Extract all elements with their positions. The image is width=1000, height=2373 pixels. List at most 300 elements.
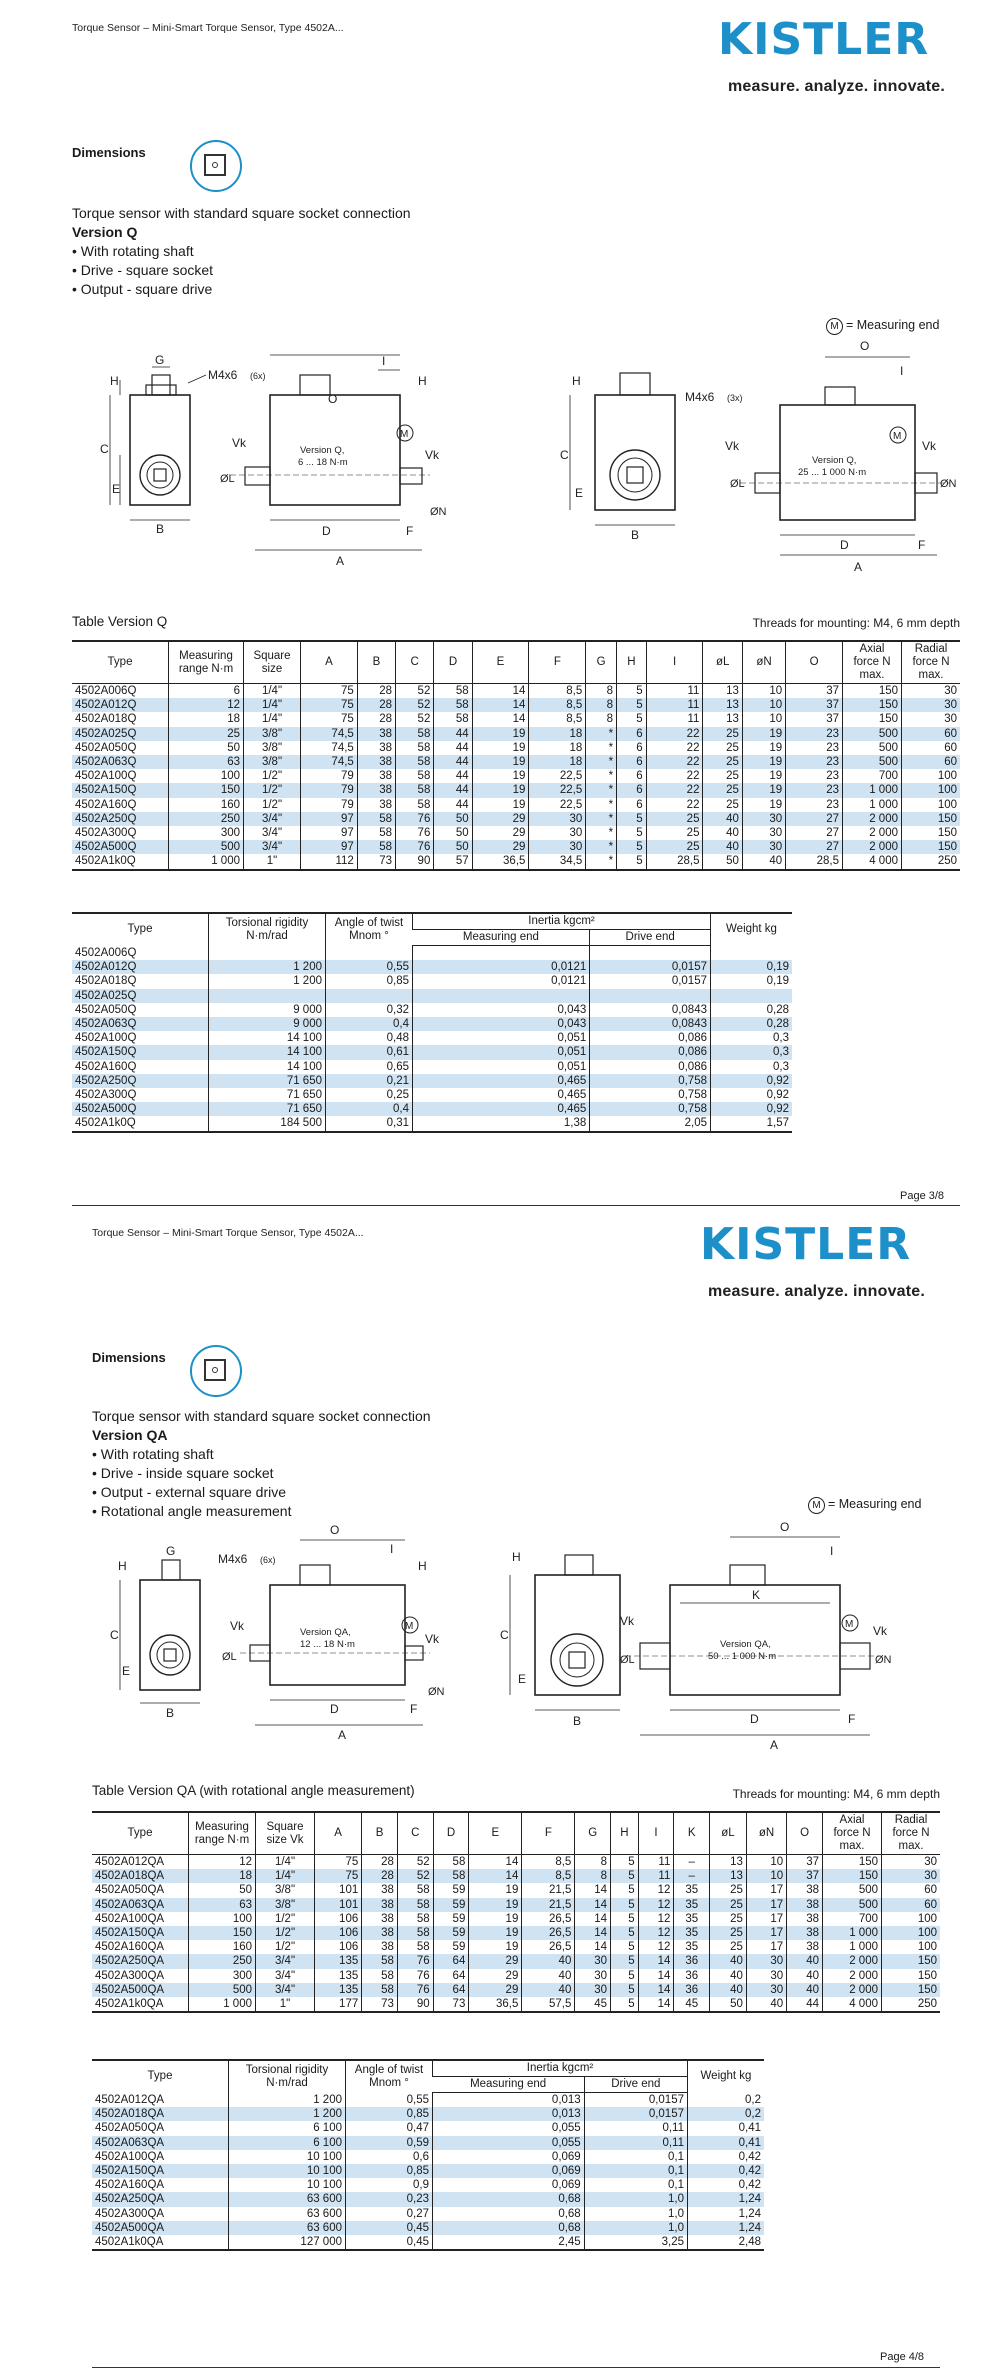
table-row [72, 712, 960, 726]
table-cell: 36 [674, 1983, 710, 1997]
table-cell: 101 [315, 1883, 362, 1897]
table-title: Table Version QA (with rotational angle measurement) [92, 1783, 415, 1798]
table-cell: 19 [742, 769, 785, 783]
table-cell: 23 [786, 783, 843, 797]
table-cell: 30 [742, 826, 785, 840]
table-cell: 40 [522, 1954, 575, 1968]
table-cell: 0,47 [346, 2121, 433, 2135]
col-radial: Radial force N max. [882, 1812, 941, 1855]
vk-label-right: Vk [425, 448, 440, 462]
table-cell: 0,013 [433, 2107, 585, 2121]
vk-label-right-2: Vk [873, 1624, 888, 1638]
table-cell: 10 100 [229, 2178, 346, 2192]
table-cell: 8,5 [529, 684, 586, 699]
table-cell: 6 [617, 783, 647, 797]
table-cell: 3/8" [256, 1883, 315, 1897]
table-cell: 50 [710, 1997, 747, 2012]
table-cell: 14 [575, 1926, 611, 1940]
table-cell: 12 [638, 1926, 674, 1940]
table-cell: 100 [882, 1926, 941, 1940]
table-cell: 0,465 [413, 1102, 590, 1116]
table-cell: 5 [611, 1855, 639, 1870]
table-cell: 8 [586, 684, 617, 699]
table-cell: 0,1 [584, 2178, 687, 2192]
col-n: øN [742, 641, 785, 684]
type-cell: 4502A012Q [72, 960, 209, 974]
vk-label-left: Vk [232, 436, 247, 450]
table-cell: 300 [169, 826, 244, 840]
type-cell: 4502A250Q [72, 1074, 209, 1088]
table-cell: 25 [646, 826, 703, 840]
type-cell: 4502A050Q [75, 1003, 137, 1016]
table-cell: 35 [674, 1926, 710, 1940]
dim-a-label-2: A [770, 1738, 779, 1752]
col-square: Square size Vk [256, 1812, 315, 1855]
table-cell: 75 [315, 1869, 362, 1883]
table-cell: 0,92 [711, 1088, 793, 1102]
col-type: Type [92, 2060, 229, 2093]
table-cell: 25 [710, 1883, 747, 1897]
type-cell: 4502A025Q [72, 989, 209, 1003]
table-cell [590, 989, 711, 1003]
table-cell: 38 [787, 1926, 823, 1940]
type-cell: 4502A012QA [95, 1856, 165, 1868]
table-cell: 4 000 [843, 854, 902, 869]
table-cell: 58 [397, 1883, 433, 1897]
table-cell: 112 [301, 854, 358, 869]
table-cell: 30 [575, 1969, 611, 1983]
rigidity-table-qa [92, 2059, 764, 2251]
table-row [72, 1003, 792, 1017]
table-cell: 27 [786, 840, 843, 854]
table-cell: 5 [611, 1954, 639, 1968]
table-cell: 5 [611, 1983, 639, 1997]
table-cell: 71 650 [209, 1074, 326, 1088]
m4x6-count-2: (3x) [727, 393, 743, 403]
table-cell: 58 [397, 1940, 433, 1954]
table-cell: 27 [786, 826, 843, 840]
table-cell: 5 [611, 1926, 639, 1940]
table-cell: 30 [746, 1954, 786, 1968]
table-cell: 5 [611, 1898, 639, 1912]
table-cell: 1 200 [209, 974, 326, 988]
table-cell: 250 [189, 1954, 256, 1968]
table-cell: 64 [433, 1954, 469, 1968]
list-item: • Output - square drive [72, 280, 411, 299]
dim-c-label-2: C [560, 448, 569, 462]
table-cell: 19 [742, 741, 785, 755]
table-cell: 59 [433, 1926, 469, 1940]
front-view-small [120, 1560, 200, 1703]
table-cell: 40 [710, 1983, 747, 1997]
dimensions-table-qa [92, 1811, 940, 2013]
table-cell: 1/4" [256, 1869, 315, 1883]
col-a: A [315, 1812, 362, 1855]
type-cell: 4502A150QA [92, 1926, 189, 1940]
table-row [92, 2093, 764, 2108]
table-cell: 63 600 [229, 2192, 346, 2206]
table-cell: 5 [617, 712, 647, 726]
table-cell: 2 000 [843, 812, 902, 826]
table-cell: 150 [902, 840, 961, 854]
dim-i-label: I [390, 1542, 394, 1556]
table-cell: 0,3 [711, 1060, 793, 1074]
table-cell: 21,5 [522, 1883, 575, 1897]
table-cell: 71 650 [209, 1088, 326, 1102]
type-cell: 4502A150Q [72, 1045, 209, 1059]
table-cell: 18 [529, 755, 586, 769]
dim-h-label-2: H [572, 374, 581, 388]
table-cell: 75 [301, 698, 358, 712]
col-range: Measuring range N·m [189, 1812, 256, 1855]
table-cell: 0,055 [433, 2136, 585, 2150]
table-cell: 40 [787, 1983, 823, 1997]
table-cell: 17 [746, 1883, 786, 1897]
table-cell: 27 [786, 812, 843, 826]
table-cell: 30 [902, 684, 961, 699]
table-body [72, 684, 960, 870]
table-cell: 37 [786, 712, 843, 726]
table-cell: 37 [786, 698, 843, 712]
table-cell: 0,051 [413, 1060, 590, 1074]
table-cell: 1 000 [843, 798, 902, 812]
dim-o-label: O [330, 1523, 340, 1537]
col-type: Type [72, 641, 169, 684]
m4x6-label: M4x6 [218, 1552, 248, 1566]
list-item: • Output - external square drive [92, 1483, 431, 1502]
col-inertia: Inertia kgcm² [413, 913, 711, 930]
col-h: H [611, 1812, 639, 1855]
table-cell: 0,68 [433, 2207, 585, 2221]
table-row [92, 1954, 940, 1968]
table-cell: 1 200 [229, 2093, 346, 2108]
table-cell: 160 [189, 1940, 256, 1954]
table-cell: 44 [434, 769, 472, 783]
table-cell: 37 [787, 1855, 823, 1870]
dim-l-label-2: ØL [620, 1654, 635, 1666]
table-cell: 13 [710, 1855, 747, 1870]
measuring-end-text: = Measuring end [828, 1497, 922, 1511]
col-b: B [362, 1812, 398, 1855]
table-cell: 6 [617, 798, 647, 812]
table-cell: 1/2" [256, 1912, 315, 1926]
dim-b-label: B [156, 522, 165, 536]
table-cell: 38 [787, 1883, 823, 1897]
table-cell: 1/4" [244, 712, 301, 726]
table-row [92, 2150, 764, 2164]
type-cell: 4502A500Q [72, 840, 169, 854]
tagline: measure. analyze. innovate. [708, 1283, 926, 1300]
dim-l-label: ØL [222, 1651, 237, 1663]
dimensions-table-q [72, 640, 960, 871]
table-cell: 0,55 [346, 2093, 433, 2108]
table-cell: 25 [703, 741, 742, 755]
table-cell: 8,5 [529, 712, 586, 726]
type-cell: 4502A300QA [95, 2207, 165, 2220]
type-cell: 4502A006Q [75, 685, 137, 697]
table-cell: 58 [433, 1869, 469, 1883]
footer-rule [92, 2367, 940, 2368]
measuring-end-marker-2: M [845, 1619, 854, 1630]
table-cell: 45 [575, 1997, 611, 2012]
type-cell: 4502A025Q [72, 727, 169, 741]
table-cell: 5 [617, 826, 647, 840]
table-cell: 0,28 [711, 1017, 793, 1031]
type-cell: 4502A063QA [92, 1898, 189, 1912]
col-o: O [786, 641, 843, 684]
table-cell: 60 [902, 727, 961, 741]
threads-note: Threads for mounting: M4, 6 mm depth [752, 616, 960, 630]
table-cell: 30 [882, 1855, 941, 1870]
description-text: Torque sensor with standard square socket connection [72, 205, 411, 221]
dim-b-label-2: B [573, 1714, 582, 1728]
table-row [92, 1940, 940, 1954]
dimension-drawing-version-qa [80, 1515, 960, 1765]
vk-label-left-2: Vk [725, 439, 740, 453]
type-cell: 4502A300Q [75, 1089, 137, 1102]
table-body [92, 2093, 764, 2251]
table-cell: * [586, 840, 617, 854]
table-cell: 0,0157 [590, 960, 711, 974]
measuring-end-note [826, 318, 939, 335]
table-cell: 60 [902, 755, 961, 769]
table-cell: 0,55 [326, 960, 413, 974]
table-cell: 25 [646, 840, 703, 854]
type-cell: 4502A500QA [92, 2221, 229, 2235]
list-item: • Drive - inside square socket [92, 1464, 431, 1483]
dim-e-label: E [122, 1664, 131, 1678]
table-row [92, 2121, 764, 2135]
table-cell: 28 [362, 1869, 398, 1883]
table-cell: 37 [787, 1869, 823, 1883]
measuring-end-marker-2: M [893, 431, 902, 442]
table-cell: 58 [357, 812, 395, 826]
table-cell: – [674, 1869, 710, 1883]
table-cell: 10 [746, 1855, 786, 1870]
table-cell: 63 [169, 755, 244, 769]
table-cell: 0,85 [346, 2107, 433, 2121]
table-cell: 44 [434, 798, 472, 812]
dim-n-label-2: ØN [875, 1654, 892, 1666]
table-cell: 21,5 [522, 1898, 575, 1912]
table-row [72, 741, 960, 755]
table-cell: 50 [434, 826, 472, 840]
table-cell: 19 [742, 798, 785, 812]
table-cell: 22 [646, 769, 703, 783]
col-g: G [575, 1812, 611, 1855]
table-cell: 79 [301, 783, 358, 797]
table-cell: 0,3 [711, 1045, 793, 1059]
table-row [72, 1031, 792, 1045]
table-cell: 10 [742, 712, 785, 726]
table-cell: 1,0 [584, 2192, 687, 2206]
table-cell: 22,5 [529, 769, 586, 783]
table-cell: 23 [786, 741, 843, 755]
table-cell: 59 [433, 1912, 469, 1926]
table-cell: 76 [396, 812, 434, 826]
table-cell: 97 [301, 826, 358, 840]
table-cell: 76 [397, 1969, 433, 1983]
table-cell: 3/8" [244, 741, 301, 755]
table-cell: 58 [396, 769, 434, 783]
table-cell: 3/8" [244, 755, 301, 769]
table-cell: 0,055 [433, 2121, 585, 2135]
table-body [72, 946, 792, 1132]
table-cell: 50 [434, 812, 472, 826]
table-cell: 3/4" [244, 840, 301, 854]
front-view-large [570, 373, 675, 525]
col-k: K [674, 1812, 710, 1855]
table-cell: 5 [611, 1997, 639, 2012]
table-cell: 60 [882, 1898, 941, 1912]
table-cell: 19 [469, 1912, 522, 1926]
type-cell: 4502A063QA [92, 2136, 229, 2150]
table-cell: 0,465 [413, 1074, 590, 1088]
table-cell: 14 [472, 684, 529, 699]
m4x6-label: M4x6 [208, 368, 238, 382]
table-cell: 25 [703, 727, 742, 741]
table-cell: 8,5 [529, 698, 586, 712]
table-cell: 0,48 [326, 1031, 413, 1045]
table-cell: 1,24 [688, 2221, 765, 2235]
table-cell: 150 [882, 1983, 941, 1997]
col-a: A [301, 641, 358, 684]
col-rigidity: Torsional rigidity N·m/rad [229, 2060, 346, 2093]
square-socket-icon [190, 1345, 242, 1397]
table-cell: 0,758 [590, 1074, 711, 1088]
dim-n-label-2: ØN [940, 478, 957, 490]
table-cell: 5 [611, 1883, 639, 1897]
table-cell: 2 000 [823, 1954, 882, 1968]
table-cell: 3/8" [256, 1898, 315, 1912]
table-cell: * [586, 812, 617, 826]
table-cell: 500 [843, 741, 902, 755]
table-cell: 0,42 [688, 2150, 765, 2164]
table-cell: 150 [843, 684, 902, 699]
table-cell: 35 [674, 1883, 710, 1897]
table-cell: 58 [397, 1926, 433, 1940]
table-cell: 0,32 [326, 1003, 413, 1017]
table-cell: 19 [742, 783, 785, 797]
table-cell: * [586, 826, 617, 840]
table-row [72, 727, 960, 741]
table-row [72, 1074, 792, 1088]
table-cell: 38 [787, 1912, 823, 1926]
table-row [72, 698, 960, 712]
col-axial: Axial force N max. [823, 1812, 882, 1855]
table-cell: * [586, 769, 617, 783]
table-row [72, 783, 960, 797]
measuring-end-marker: M [405, 1621, 414, 1632]
table-cell: 19 [472, 783, 529, 797]
table-row [92, 1926, 940, 1940]
type-cell: 4502A500Q [72, 1102, 209, 1116]
dim-f-label-2: F [848, 1712, 856, 1726]
table-row [72, 684, 960, 699]
type-cell: 4502A100Q [75, 770, 137, 783]
table-cell: 25 [703, 769, 742, 783]
col-e: E [469, 1812, 522, 1855]
type-cell: 4502A050Q [75, 741, 137, 754]
table-cell: 19 [469, 1898, 522, 1912]
table-cell: 75 [301, 712, 358, 726]
table-cell: 26,5 [522, 1912, 575, 1926]
dim-a-label: A [336, 554, 345, 568]
front-view-small [110, 367, 206, 520]
table-cell: 90 [396, 854, 434, 869]
table-cell: 0,758 [590, 1088, 711, 1102]
table-cell [711, 989, 793, 1003]
table-cell: 0,45 [346, 2235, 433, 2250]
table-cell: 0,19 [711, 960, 793, 974]
table-cell: 38 [357, 798, 395, 812]
table-cell: 40 [703, 812, 742, 826]
table-cell: 1/2" [256, 1940, 315, 1954]
table-cell: 38 [362, 1898, 398, 1912]
table-cell: 97 [301, 812, 358, 826]
col-twist: Angle of twist Mnom ° [346, 2060, 433, 2093]
table-cell: 13 [703, 698, 742, 712]
type-cell: 4502A250Q [72, 812, 169, 826]
table-cell: 19 [742, 755, 785, 769]
col-inertia: Inertia kgcm² [433, 2060, 688, 2077]
table-cell: 58 [433, 1855, 469, 1870]
table-cell: 63 600 [229, 2207, 346, 2221]
table-cell: 22 [646, 755, 703, 769]
table-cell: 0,051 [413, 1045, 590, 1059]
table-row [72, 769, 960, 783]
table-cell: 28,5 [646, 854, 703, 869]
table-cell: 73 [357, 854, 395, 869]
table-cell: 40 [787, 1954, 823, 1968]
col-o: O [787, 1812, 823, 1855]
table-cell: 58 [362, 1954, 398, 1968]
table-cell: 40 [703, 826, 742, 840]
table-cell: 52 [396, 684, 434, 699]
list-item: • Rotational angle measurement [92, 1502, 431, 1521]
table-cell: 100 [902, 798, 961, 812]
table-row [72, 1088, 792, 1102]
table-cell: 30 [575, 1983, 611, 1997]
table-cell: 1" [256, 1997, 315, 2012]
table-cell: 160 [169, 798, 244, 812]
table-cell: 25 [703, 783, 742, 797]
version-q-small-label: Version Q, [300, 445, 345, 456]
table-cell: 0,21 [326, 1074, 413, 1088]
table-cell: 71 650 [209, 1102, 326, 1116]
table-cell: 52 [397, 1869, 433, 1883]
table-cell: 30 [742, 840, 785, 854]
table-cell: 19 [472, 727, 529, 741]
table-cell: 6 [169, 684, 244, 699]
table-cell: 34,5 [529, 854, 586, 869]
table-cell: 25 [710, 1912, 747, 1926]
table-cell: 0,0157 [584, 2093, 687, 2108]
table-cell: 12 [638, 1883, 674, 1897]
table-cell: 14 [472, 712, 529, 726]
table-cell: 0,0121 [413, 974, 590, 988]
table-cell: 150 [823, 1855, 882, 1870]
table-cell: 0,1 [584, 2150, 687, 2164]
table-cell: 8 [575, 1869, 611, 1883]
table-title: Table Version Q [72, 614, 168, 629]
dim-k-label: K [752, 1588, 761, 1602]
table-cell: 0,086 [590, 1060, 711, 1074]
table-row [92, 2136, 764, 2150]
table-cell: 9 000 [209, 1003, 326, 1017]
table-cell: 1/2" [244, 769, 301, 783]
table-row [72, 1060, 792, 1074]
